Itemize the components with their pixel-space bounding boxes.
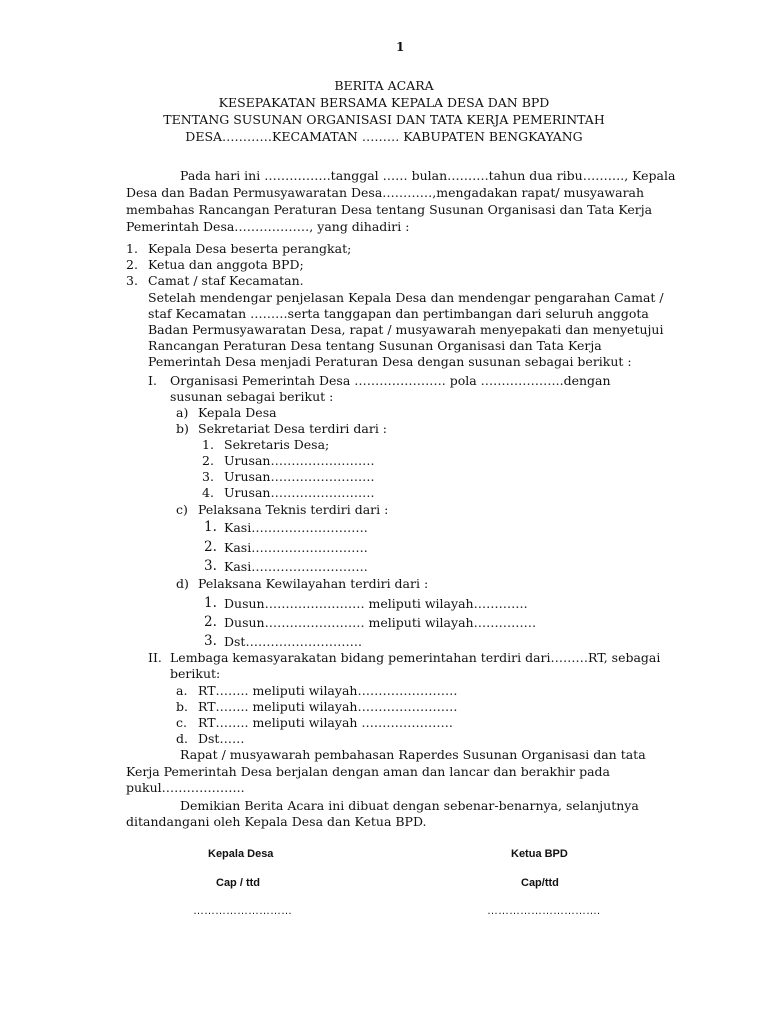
signer-name: ………………………….	[487, 905, 601, 917]
page-number: 1	[396, 40, 405, 54]
title-line-3: TENTANG SUSUNAN ORGANISASI DAN TATA KERJA PEMERINTAH	[163, 112, 605, 127]
signer-cap: Cap/ttd	[521, 877, 559, 889]
title-line-4: DESA…………KECAMATAN ……… KABUPATEN BENGKAYANG	[185, 129, 583, 144]
signer-name: ………………………	[193, 905, 292, 917]
title-line-1: BERITA ACARA	[334, 78, 434, 93]
signer-title: Kepala Desa	[208, 848, 274, 860]
title-line-2: KESEPAKATAN BERSAMA KEPALA DESA DAN BPD	[218, 95, 550, 110]
signer-cap: Cap / ttd	[216, 877, 260, 889]
signer-title: Ketua BPD	[511, 848, 568, 860]
